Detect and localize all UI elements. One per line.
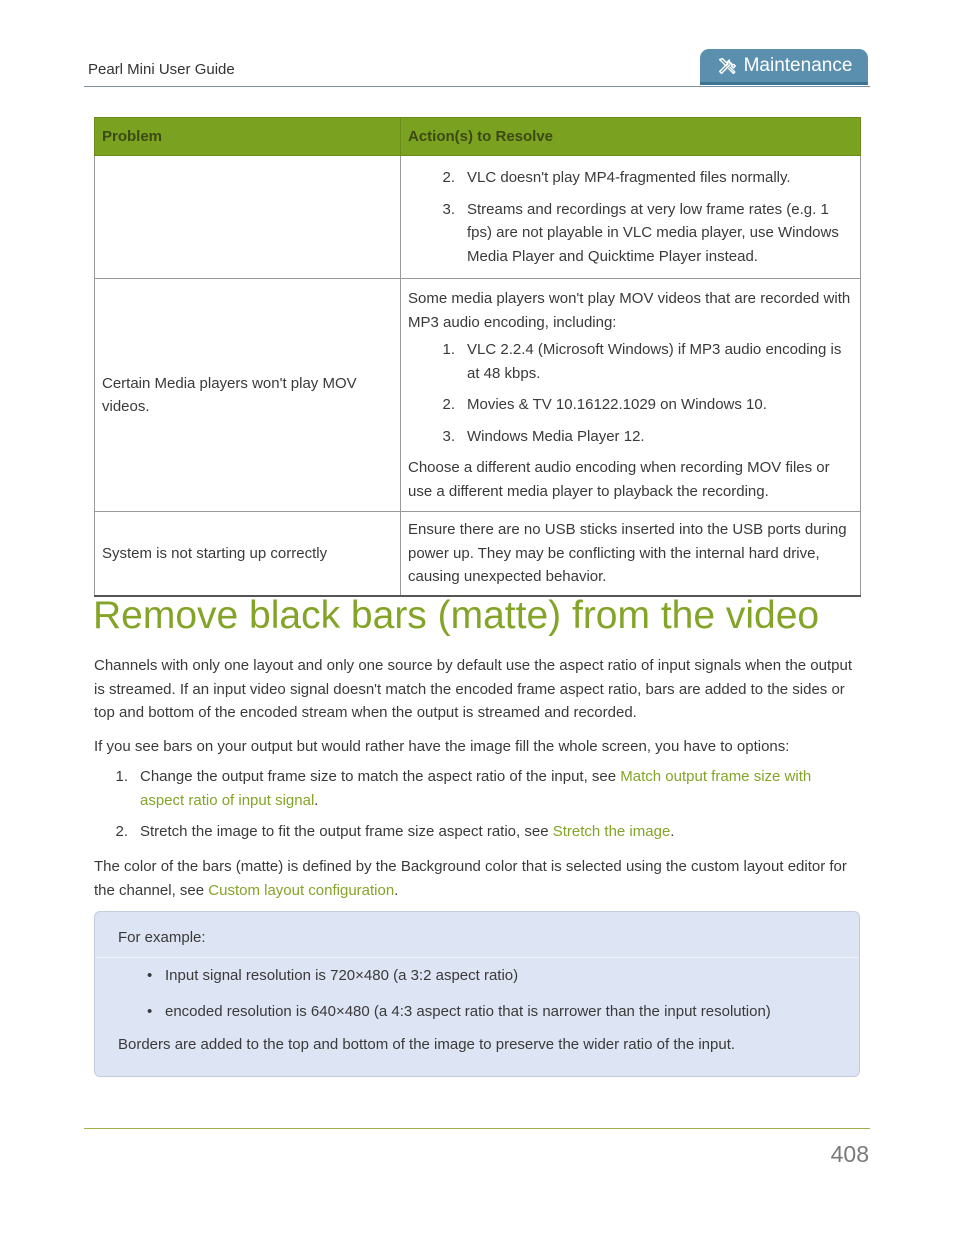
column-header-problem: Problem xyxy=(95,118,401,156)
step-number: 3. xyxy=(442,427,455,445)
list-item xyxy=(94,765,856,812)
options-list xyxy=(94,765,856,852)
list-number: 2. xyxy=(115,823,128,840)
list-item xyxy=(408,166,853,190)
column-header-actions: Action(s) to Resolve xyxy=(401,118,861,156)
problem-cell: Certain Media players won't play MOV videos. xyxy=(95,279,401,512)
step-text: VLC 2.2.4 (Microsoft Windows) if MP3 audio encoding is at 48 kbps. xyxy=(467,341,842,382)
doc-title: Pearl Mini User Guide xyxy=(88,61,235,78)
table-row xyxy=(95,279,861,512)
step-text: VLC doesn't play MP4-fragmented files normally. xyxy=(467,169,791,186)
example-lead: For example: xyxy=(118,929,206,946)
example-bullets xyxy=(147,964,837,1035)
intro-paragraph: Channels with only one layout and only one source by default use the aspect ratio of input signals when the output is streamed. If an input video signal doesn't match the encoded frame aspect ratio, bars are added to the sides or top and bottom of the encoded stream when the output is streamed and recorded. xyxy=(94,657,852,721)
custom-layout-link[interactable]: Custom layout configuration xyxy=(208,881,395,899)
section-badge-label: Maintenance xyxy=(743,54,853,76)
callout-divider xyxy=(95,957,859,958)
step-number: 1. xyxy=(442,341,455,358)
table-header-row xyxy=(95,118,861,156)
table-row xyxy=(95,512,861,596)
example-conclusion: Borders are added to the top and bottom of the image to preserve the wider ratio of the input. xyxy=(118,1036,736,1053)
action-cell xyxy=(401,156,861,279)
problem-cell xyxy=(95,156,401,279)
action-outro: Choose a different audio encoding when recording MOV files or use a different media player to playback the recording. xyxy=(408,459,830,500)
action-steps xyxy=(408,166,853,268)
step-text: Movies & TV 10.16122.1029 on Windows 10. xyxy=(467,396,767,413)
options-paragraph: If you see bars on your output but would rather have the image fill the whole screen, you have to options: xyxy=(94,738,790,755)
matte-color-paragraph xyxy=(94,855,856,902)
list-item xyxy=(94,820,856,844)
paragraph-punct: . xyxy=(394,881,399,899)
example-callout xyxy=(94,911,860,1077)
step-number: 2. xyxy=(442,396,455,413)
list-text xyxy=(128,820,674,844)
footer-divider xyxy=(84,1128,870,1129)
section-badge xyxy=(700,49,868,85)
list-text-punct: . xyxy=(670,823,675,840)
list-text-punct: . xyxy=(314,791,319,809)
section-title: Remove black bars (matte) from the video xyxy=(93,594,820,637)
list-item xyxy=(408,198,853,269)
step-number: 2. xyxy=(442,169,455,186)
list-text xyxy=(128,765,856,812)
list-item: • encoded resolution is 640×480 (a 4:3 aspect ratio that is narrower than the input resolution) xyxy=(147,1000,837,1024)
action-intro: Some media players won't play MOV videos that are recorded with MP3 audio encoding, including: xyxy=(408,290,851,331)
list-item xyxy=(408,393,853,417)
stretch-image-link[interactable]: Stretch the image xyxy=(552,823,671,840)
step-text: Windows Media Player 12. xyxy=(467,427,645,445)
page-number: 408 xyxy=(830,1141,869,1167)
list-text-body: Stretch the image to fit the output frame size aspect ratio, see xyxy=(140,823,553,840)
tools-icon xyxy=(716,55,738,77)
list-number: 1. xyxy=(115,768,128,785)
match-frame-size-link[interactable]: Match output frame size with aspect ratio of input signal xyxy=(140,768,812,809)
step-text: Streams and recordings at very low frame rates (e.g. 1 fps) are not playable in VLC media player, use Windows Media Player and Quicktime Player instead. xyxy=(467,200,839,265)
action-cell: Ensure there are no USB sticks inserted into the USB ports during power up. They may be conflicting with the internal hard drive, causing unexpected behavior. xyxy=(401,512,861,596)
list-text-body: Change the output frame size to match the aspect ratio of the input, see xyxy=(140,768,621,785)
action-steps xyxy=(408,338,853,448)
step-number: 3. xyxy=(442,200,455,218)
troubleshooting-table xyxy=(94,117,861,597)
action-cell xyxy=(401,279,861,512)
paragraph-body: The color of the bars (matte) is defined by the Background color that is selected using the custom layout editor for the channel, see xyxy=(94,858,847,899)
problem-cell: System is not starting up correctly xyxy=(95,512,401,596)
list-item xyxy=(408,425,853,449)
header-divider xyxy=(84,86,870,87)
list-item xyxy=(408,338,853,385)
list-item: • Input signal resolution is 720×480 (a 3:2 aspect ratio) xyxy=(147,964,837,988)
table-row xyxy=(95,156,861,279)
